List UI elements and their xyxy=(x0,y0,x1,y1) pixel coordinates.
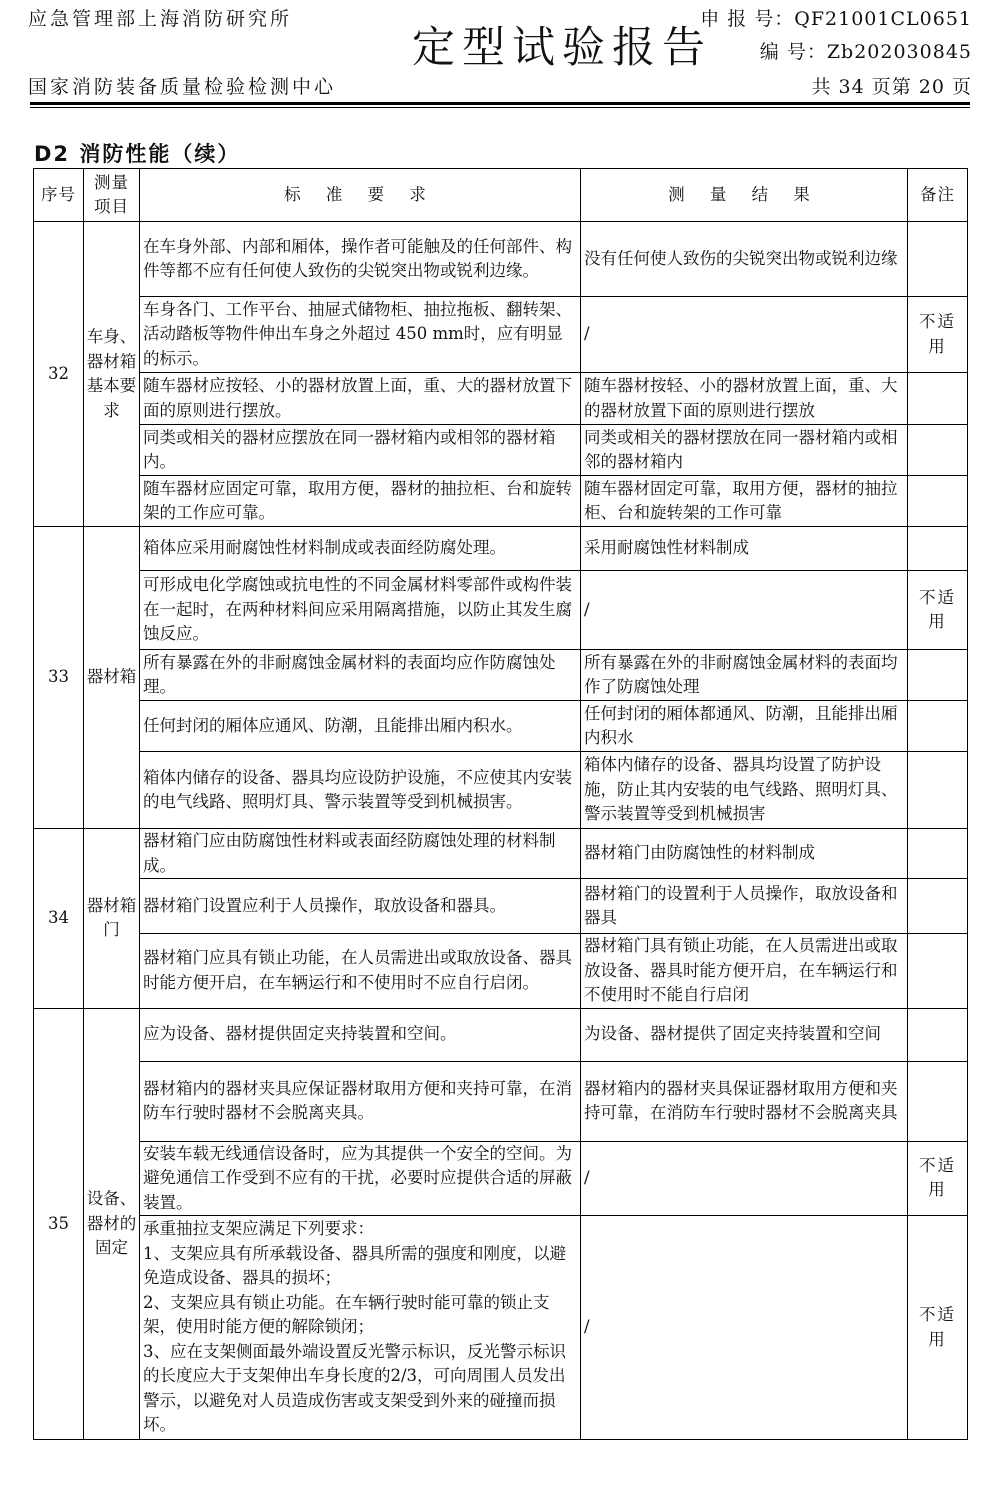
table-row xyxy=(34,879,968,934)
standard-cell: 随车器材应固定可靠，取用方便，器材的抽拉柜、台和旋转架的工作应可靠。 xyxy=(140,476,581,527)
result-cell: 同类或相关的器材摆放在同一器材箱内或相邻的器材箱内 xyxy=(581,425,908,476)
standard-cell: 同类或相关的器材应摆放在同一器材箱内或相邻的器材箱内。 xyxy=(140,425,581,476)
standard-cell: 器材箱门设置应利于人员操作，取放设备和器具。 xyxy=(140,879,581,934)
org-name-top: 应急管理部上海消防研究所 xyxy=(28,8,293,30)
header-item: 测量项目 xyxy=(84,169,140,222)
standard-cell: 应为设备、器材提供固定夹持装置和空间。 xyxy=(140,1008,581,1061)
header-note: 备注 xyxy=(908,169,968,222)
table-row xyxy=(34,1061,968,1141)
table-row xyxy=(34,1216,968,1440)
report-title: 定型试验报告 xyxy=(412,23,712,73)
result-cell: / xyxy=(581,1141,908,1216)
section-title: D2 消防性能（续） xyxy=(34,142,241,166)
table-row xyxy=(34,934,968,1009)
org-name-bottom: 国家消防装备质量检验检测中心 xyxy=(28,76,337,98)
serial-number: 编 号：Zb202030845 xyxy=(759,41,972,63)
note-cell: 不适用 xyxy=(908,297,968,373)
standard-cell: 安装车载无线通信设备时，应为其提供一个安全的空间。为避免通信工作受到不应有的干扰，必要时应提供合适的屏蔽装置。 xyxy=(140,1141,581,1216)
result-cell: 所有暴露在外的非耐腐蚀金属材料的表面均作了防腐蚀处理 xyxy=(581,650,908,701)
item-cell: 器材箱门 xyxy=(84,829,140,1009)
note-cell: 不适用 xyxy=(908,571,968,650)
note-cell xyxy=(908,527,968,571)
standard-cell: 承重抽拉支架应满足下列要求： 1、支架应具有所承载设备、器具所需的强度和刚度，以避免造成设备、器具的损坏； 2、支架应具有锁止功能。在车辆行驶时能可靠的锁止支架，使用时能方便的解除锁闭； 3、应在支架侧面最外端设置反光警示标识，反光警示标识的长度应大于支架伸出车身长度的2/3，可向周围人员发出警示，以避免对人员造成伤害或支架受到外来的碰撞而损坏。 xyxy=(140,1216,581,1440)
table-row xyxy=(34,1141,968,1216)
page-info: 共 34 页第 20 页 xyxy=(811,76,972,98)
result-cell: 器材箱门由防腐蚀性的材料制成 xyxy=(581,829,908,879)
result-cell: 没有任何使人致伤的尖锐突出物或锐利边缘 xyxy=(581,222,908,297)
note-cell: 不适用 xyxy=(908,1216,968,1440)
standard-cell: 在车身外部、内部和厢体，操作者可能触及的任何部件、构件等都不应有任何使人致伤的尖锐突出物或锐利边缘。 xyxy=(140,222,581,297)
note-cell xyxy=(908,476,968,527)
table-row xyxy=(34,1008,968,1061)
item-cell: 车身、器材箱基本要求 xyxy=(84,222,140,527)
result-cell: 箱体内储存的设备、器具均设置了防护设施，防止其内安装的电气线路、照明灯具、警示装置等受到机械损害 xyxy=(581,752,908,829)
seq-cell: 35 xyxy=(34,1008,84,1440)
table-row xyxy=(34,297,968,373)
note-cell xyxy=(908,650,968,701)
result-cell: 器材箱内的器材夹具保证器材取用方便和夹持可靠，在消防车行驶时器材不会脱离夹具 xyxy=(581,1061,908,1141)
header-rule-thin xyxy=(30,107,970,108)
table-row xyxy=(34,829,968,879)
result-cell: 随车器材固定可靠，取用方便，器材的抽拉柜、台和旋转架的工作可靠 xyxy=(581,476,908,527)
note-cell xyxy=(908,752,968,829)
result-cell: 器材箱门具有锁止功能，在人员需进出或取放设备、器具时能方便开启，在车辆运行和不使用时不能自行启闭 xyxy=(581,934,908,1009)
table-row xyxy=(34,701,968,752)
standard-cell: 箱体应采用耐腐蚀性材料制成或表面经防腐处理。 xyxy=(140,527,581,571)
application-number: 申 报 号：QF21001CL0651 xyxy=(700,8,972,30)
result-cell: / xyxy=(581,571,908,650)
seq-cell: 33 xyxy=(34,527,84,829)
table-row xyxy=(34,571,968,650)
header-standard: 标 准 要 求 xyxy=(140,169,581,222)
table-body xyxy=(34,222,968,1440)
table-row xyxy=(34,476,968,527)
note-cell xyxy=(908,373,968,425)
note-cell xyxy=(908,829,968,879)
note-cell xyxy=(908,425,968,476)
table-row xyxy=(34,425,968,476)
standard-cell: 车身各门、工作平台、抽屉式储物柜、抽拉拖板、翻转架、活动踏板等物件伸出车身之外超过 450 mm时，应有明显的标示。 xyxy=(140,297,581,373)
note-cell xyxy=(908,1061,968,1141)
seq-cell: 32 xyxy=(34,222,84,527)
result-cell: / xyxy=(581,1216,908,1440)
standard-cell: 箱体内储存的设备、器具均应设防护设施，不应使其内安装的电气线路、照明灯具、警示装置等受到机械损害。 xyxy=(140,752,581,829)
result-cell: 器材箱门的设置利于人员操作，取放设备和器具 xyxy=(581,879,908,934)
standard-cell: 可形成电化学腐蚀或抗电性的不同金属材料零部件或构件装在一起时，在两种材料间应采用隔离措施，以防止其发生腐蚀反应。 xyxy=(140,571,581,650)
note-cell xyxy=(908,1008,968,1061)
table-row xyxy=(34,527,968,571)
table-header-row xyxy=(34,169,968,222)
result-cell: / xyxy=(581,297,908,373)
note-cell: 不适用 xyxy=(908,1141,968,1216)
standard-cell: 任何封闭的厢体应通风、防潮，且能排出厢内积水。 xyxy=(140,701,581,752)
seq-cell: 34 xyxy=(34,829,84,1009)
header-result: 测 量 结 果 xyxy=(581,169,908,222)
standard-cell: 器材箱门应具有锁止功能，在人员需进出或取放设备、器具时能方便开启，在车辆运行和不使用时不应自行启闭。 xyxy=(140,934,581,1009)
header-rule-thick xyxy=(30,102,970,105)
result-cell: 随车器材按轻、小的器材放置上面，重、大的器材放置下面的原则进行摆放 xyxy=(581,373,908,425)
standard-cell: 所有暴露在外的非耐腐蚀金属材料的表面均应作防腐蚀处理。 xyxy=(140,650,581,701)
item-cell: 设备、器材的固定 xyxy=(84,1008,140,1440)
standard-cell: 随车器材应按轻、小的器材放置上面，重、大的器材放置下面的原则进行摆放。 xyxy=(140,373,581,425)
result-cell: 采用耐腐蚀性材料制成 xyxy=(581,527,908,571)
note-cell xyxy=(908,222,968,297)
table-row xyxy=(34,752,968,829)
requirements-table xyxy=(33,168,968,1440)
table-row xyxy=(34,222,968,297)
standard-cell: 器材箱内的器材夹具应保证器材取用方便和夹持可靠，在消防车行驶时器材不会脱离夹具。 xyxy=(140,1061,581,1141)
standard-cell: 器材箱门应由防腐蚀性材料或表面经防腐蚀处理的材料制成。 xyxy=(140,829,581,879)
result-cell: 为设备、器材提供了固定夹持装置和空间 xyxy=(581,1008,908,1061)
result-cell: 任何封闭的厢体都通风、防潮，且能排出厢内积水 xyxy=(581,701,908,752)
table-row xyxy=(34,650,968,701)
note-cell xyxy=(908,879,968,934)
item-cell: 器材箱 xyxy=(84,527,140,829)
note-cell xyxy=(908,934,968,1009)
header-seq: 序号 xyxy=(34,169,84,222)
table-row xyxy=(34,373,968,425)
note-cell xyxy=(908,701,968,752)
